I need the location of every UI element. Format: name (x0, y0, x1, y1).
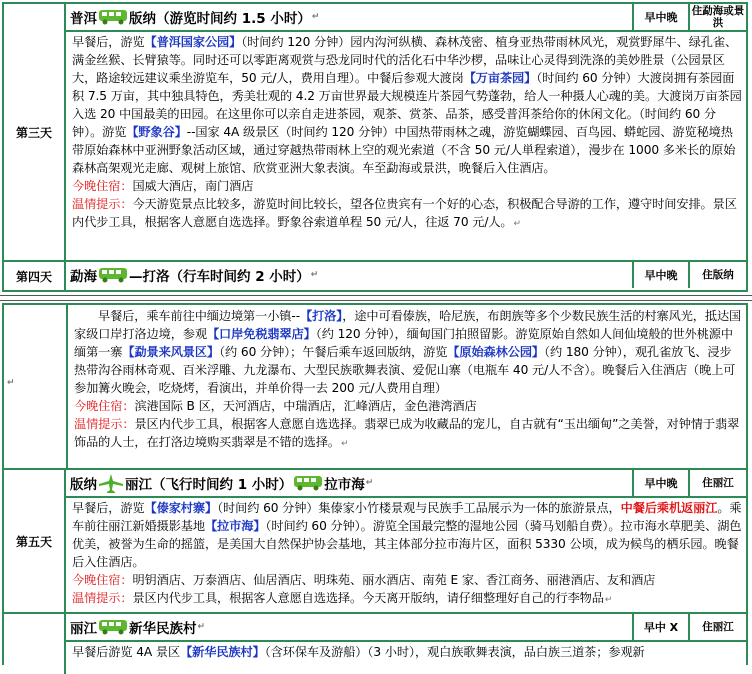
spot-jade-shop: 【口岸免税翡翠店】 (206, 327, 316, 341)
page-break-line (0, 295, 752, 296)
day6-stay: 住丽江 (702, 621, 734, 633)
day5-description (66, 498, 746, 611)
day6-row (4, 614, 746, 674)
text-run: 。乘车前往丽江新婚摄影基地 (72, 501, 742, 533)
spot-xinhua-village: 【新华民族村】 (180, 645, 265, 659)
paragraph-mark-icon: ↵ (311, 12, 320, 22)
bus-icon (98, 619, 128, 635)
day4-empty-cell (4, 305, 68, 468)
day5-paragraph (72, 499, 742, 571)
day6-meals: 早中 X (634, 614, 690, 640)
day5-tip: 景区内代步工具，根据客人意愿自选选择。今天离开版纳，请仔细整理好自己的行李物品 (132, 591, 604, 605)
bus-icon (98, 9, 128, 25)
day3-label: 第三天 (4, 4, 66, 260)
day3-meals: 早中晚 (634, 4, 690, 30)
tip-label: 温情提示： (72, 591, 133, 605)
day3-row (4, 4, 746, 262)
text-run: （时间约 60 分钟）。游览全国最完整的湿地公园（骑马划船自费）。拉市海水草肥美、湖色优美，被誉为生命的摇篮，是美国大自然保护协会基地，其主体部分拉市海片区，面积 5330 公顷，成为候鸟的栖乐园。晚餐后入住酒店。 (72, 519, 742, 569)
paragraph-mark-icon: ↵ (340, 439, 349, 449)
spot-lashihai: 【拉市海】 (204, 519, 266, 533)
flight-note: 中餐后乘机返丽江 (620, 501, 718, 515)
paragraph-mark-icon: ↵ (7, 378, 15, 388)
day6-label-cell (4, 614, 66, 674)
day5-hotel-line (72, 571, 742, 589)
day4-title-dest: —打洛（行车时间约 2 小时） (129, 269, 310, 285)
day5-stay: 住丽江 (702, 477, 734, 489)
day4-description (68, 305, 746, 455)
page-break-line (0, 300, 752, 301)
day3-hotel: 国威大酒店，南门酒店 (132, 179, 254, 193)
paragraph-mark-icon: ↵ (513, 219, 521, 229)
day3-description (66, 32, 746, 235)
spot-national-park: 【普洱国家公园】 (144, 35, 242, 49)
day4-tip-line (74, 415, 742, 453)
hotel-label: 今晚住宿： (74, 399, 135, 413)
day4-label: 第四天 (4, 262, 66, 290)
day5-title-dest: 拉市海 (324, 477, 365, 493)
day3-title-origin: 普洱 (70, 11, 97, 27)
spot-wild-elephant-valley: 【野象谷】 (126, 125, 187, 139)
day4-body-row (4, 305, 746, 470)
day5-label: 第五天 (4, 470, 66, 612)
paragraph-mark-icon: ↵ (197, 622, 206, 632)
text-run: --国家 4A 级景区（时间约 120 分钟）中国热带雨林之魂，游览蝴蝶园、百鸟园、蟒蛇园、游览秘境热带原始森林中亚洲野象活动区域，通过穿越热带雨林上空的观光索道（不含 50 元/人単程索道），漫步在 1000 多米长的原始森林高架观光走廊、观树上旅馆、欣赏亚洲大象表演。车至勐海或景洪，晚餐后入住酒店。 (72, 125, 736, 175)
day5-row (4, 470, 746, 614)
text-run: ，途中可看傣族，哈尼族，布朗族等多个少数民族生活的村寨风光，抵达国家级口岸打洛边境，参观 (74, 309, 742, 341)
text-run: 早餐后游览 4A 景区 (72, 645, 181, 659)
paragraph-mark-icon: ↵ (365, 478, 374, 488)
text-run: （时间约 120 分钟）园内沟河纵横、森林茂密、植身亚热带雨林风光，观赏野犀牛、绿孔雀、满金丝猴、长臂猿等。同时还可以零距离观赏与恐龙同时代的活化石中华沙椤，品味让心灵得到洗涤的美妙胜景（公园景区大，路途较远建议乘坐游览车，50 元/人，费用自理）。中餐后参观大渡岗 (72, 35, 738, 85)
text-run: （约 180 分钟），观孔雀放飞、浸步热带沟谷雨林奇观、百米浮雕、九龙瀑布、大型民族歌舞表演、爱伲山寨（电瓶车 40 元/人不含）。晚餐后入住酒店（晚上可参加篝火晚会，吃烧烤，看演出，并单价得一去 200 元/人费用自理） (74, 345, 736, 395)
day4-title-origin: 勐海 (70, 269, 97, 285)
text-run: 早餐后，游览 (72, 501, 145, 515)
text-run: （时间约 60 分钟）大渡岗拥有茶园面积 7.5 万亩，其中独具特色，秀美壮观的 4.2 万亩世界最大规模连片茶园气势蓬勃，给人一种摄人心魂的美。大渡岗万亩茶园入选 20 中国最美的田园。在这里你可以亲自走进茶园，观茶、赏茶、品茶，感受普洱茶给你的休闲文化。（时间约 60 分钟）。游览 (72, 71, 742, 139)
text-run: （含环保车及游船）（3 小时），观白族歌舞表演，品白族三道茶；参观新 (264, 645, 645, 659)
day3-header (66, 4, 746, 32)
day3-title-dest: 版纳（游览时间约 1.5 小时） (129, 11, 311, 27)
day5-title-origin: 版纳 (70, 477, 97, 493)
day5-tip-line (72, 589, 742, 609)
paragraph-mark-icon: ↵ (604, 595, 613, 605)
day4-paragraph (74, 307, 742, 397)
bus-icon (98, 267, 128, 283)
tip-label: 温情提示： (74, 417, 135, 431)
day3-tip: 今天游览景点比较多，游览时间比较长，望各位贵宾有一个好的心态，积极配合导游的工作，遵守时间安排。景区内代步工具，根据客人意愿自选选择。野象谷索道单程 50 元/人，往返 70 元/人。 (72, 197, 737, 229)
day3-hotel-line (72, 177, 742, 195)
spot-dai-village: 【傣家村寨】 (144, 501, 218, 515)
day5-header (66, 470, 746, 498)
bus-icon (293, 475, 323, 491)
spot-daluo: 【打洛】 (300, 309, 343, 323)
day6-paragraph (72, 643, 742, 661)
day4-title (66, 262, 634, 288)
day4-header-row (4, 262, 746, 290)
day4-hotel-line (74, 397, 742, 415)
plane-icon (98, 473, 124, 493)
day5-hotel: 明钥酒店、万泰酒店、仙居酒店、明珠苑、丽水酒店、南苑 E 家、香江商务、丽港酒店、友和酒店 (132, 573, 656, 587)
day3-tip-line (72, 195, 742, 233)
spot-tea-garden: 【万亩茶园】 (463, 71, 537, 85)
day3-paragraph (72, 33, 742, 177)
spot-mengjinglai: 【勐景来风景区】 (122, 345, 220, 359)
day4-header (66, 262, 746, 288)
day4-hotel: 滨港国际 B 区，天河酒店，中瑞酒店，汇峰酒店，金色港湾酒店 (134, 399, 477, 413)
text-run: （时间约 60 分钟）集傣家小竹楼景观与民族手工品展示为一体的旅游景点， (217, 501, 621, 515)
text-run: 早餐后，游览 (72, 35, 145, 49)
day4-tip: 景区内代步工具，根据客人意愿自选选择。翡翠已成为收藏品的宠儿，自古就有“玉出缅甸”之美誉，对钟情于翡翠饰品的人士，在打洛边境购买翡翠是不错的选择。 (74, 417, 740, 449)
hotel-label: 今晚住宿： (72, 573, 133, 587)
day4-meals: 早中晚 (634, 262, 690, 288)
paragraph-mark-icon: ↵ (310, 270, 319, 280)
day4-main (68, 305, 746, 468)
text-run: （约 120 分钟），缅甸国门拍照留影。游览原始自然如人间仙境般的世外桃源中缅第一寨 (74, 327, 733, 359)
day5-title (66, 470, 634, 496)
day5-meals: 早中晚 (634, 470, 690, 496)
day4-stay: 住版纳 (702, 269, 734, 281)
day4-header-main (66, 262, 746, 290)
day3-title (66, 4, 634, 30)
hotel-label: 今晚住宿： (72, 179, 133, 193)
day6-main (66, 614, 746, 674)
day6-description (66, 642, 746, 663)
itinerary-table-day3 (2, 2, 748, 292)
day5-title-mid: 丽江（飞行时间约 1 小时） (125, 477, 293, 493)
day6-title (66, 614, 634, 640)
day5-main (66, 470, 746, 612)
spot-forest-park: 【原始森林公园】 (447, 345, 544, 359)
day6-title-dest: 新华民族村 (129, 621, 197, 637)
day3-main (66, 4, 746, 260)
itinerary-table-continued (2, 303, 748, 665)
text-run: 早餐后，乘车前往中缅边境第一小镇-- (98, 309, 300, 323)
day6-title-origin: 丽江 (70, 621, 97, 637)
text-run: （约 60 分钟）；午餐后乘车返回版纳，游览 (219, 345, 448, 359)
day6-header (66, 614, 746, 642)
tip-label: 温情提示： (72, 197, 133, 211)
day3-stay: 住勐海或景洪 (691, 5, 745, 29)
